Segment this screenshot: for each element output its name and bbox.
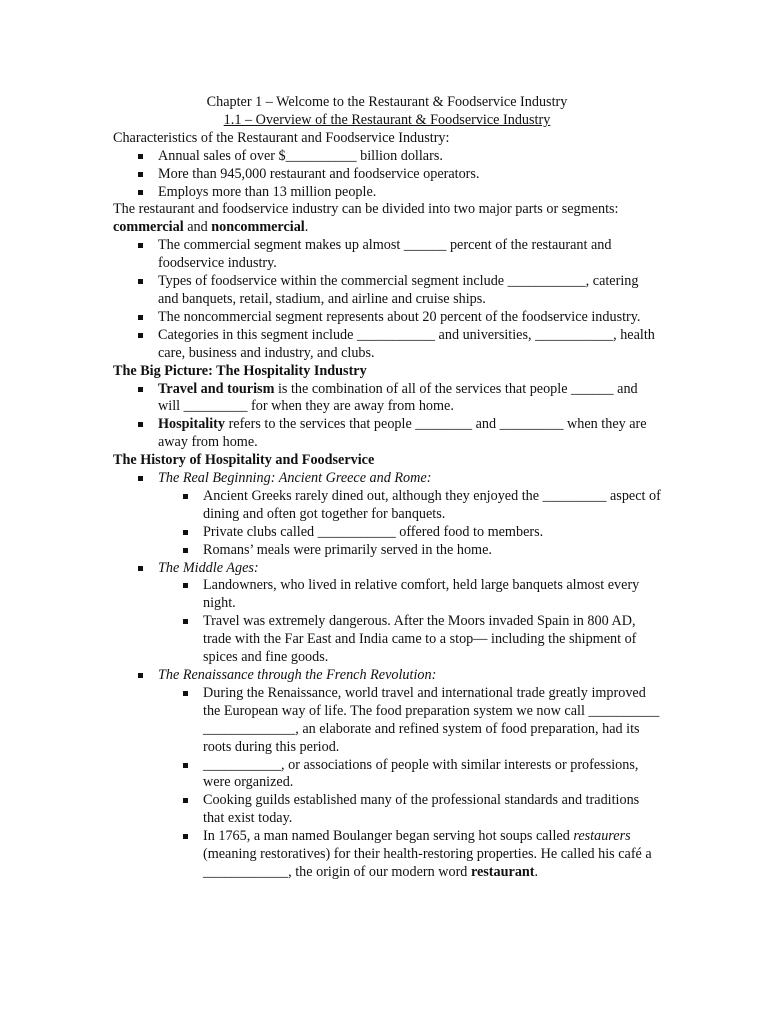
- bullet-icon: [183, 691, 188, 696]
- list-item: [113, 184, 661, 202]
- list-item: [113, 828, 661, 882]
- bullet-icon: [138, 566, 143, 571]
- segments-intro: [113, 201, 661, 237]
- term-restaurant: restaurant: [470, 863, 535, 880]
- list-item-text: During the Renaissance, world travel and international trade greatly improved the European way of life. The food preparation system we now call __________ _____________, an elaborate and refined system of food preparation, had its roots during this period.: [203, 684, 671, 755]
- list-item-text: Annual sales of over $__________ billion dollars.: [158, 147, 443, 164]
- history-heading: The History of Hospitality and Foodservice: [113, 452, 375, 469]
- list-item: [113, 237, 661, 273]
- list-item: [113, 667, 661, 685]
- list-item: [113, 684, 671, 757]
- list-item-text: The commercial segment makes up almost ______ percent of the restaurant and foodservice industry.: [158, 237, 612, 272]
- bullet-icon: [138, 422, 143, 427]
- bullet-icon: [138, 190, 143, 195]
- bullet-icon: [138, 673, 143, 678]
- document-body: [113, 94, 671, 882]
- list-item-text: In 1765, a man named Boulanger began serving hot soups called: [203, 828, 574, 845]
- bullet-icon: [138, 243, 143, 248]
- list-item: [113, 381, 661, 417]
- list-item-text: Categories in this segment include ___________ and universities, ___________, health care, business and industry, and clubs.: [158, 326, 655, 361]
- list-item-text: Employs more than 13 million people.: [158, 183, 377, 200]
- bullet-icon: [183, 494, 188, 499]
- segments-and: and: [183, 219, 212, 236]
- bullet-icon: [183, 763, 188, 768]
- list-item: [113, 166, 661, 184]
- list-item-text: (meaning restoratives) for their health-restoring properties. He called his café a ____________, the origin of our modern word: [203, 846, 652, 880]
- term-hospitality: Hospitality: [158, 416, 226, 433]
- list-item-text: Travel was extremely dangerous. After the Moors invaded Spain in 800 AD, trade with the Far East and India came to a stop— including the shipment of spices and fine goods.: [203, 613, 637, 666]
- list-item: [113, 327, 661, 363]
- section-title: [113, 112, 661, 130]
- term-commercial: commercial: [113, 219, 184, 236]
- list-item: [113, 542, 661, 560]
- list-item: [113, 470, 661, 488]
- bullet-icon: [138, 333, 143, 338]
- bullet-icon: [138, 172, 143, 177]
- big-picture-heading: The Big Picture: The Hospitality Industry: [113, 362, 367, 379]
- segments-intro-text: The restaurant and foodservice industry can be divided into two major parts or segments:: [113, 201, 619, 218]
- bullet-icon: [183, 548, 188, 553]
- bullet-icon: [138, 279, 143, 284]
- term-noncommercial: noncommercial: [211, 219, 305, 236]
- list-item: [113, 613, 661, 667]
- bullet-icon: [183, 798, 188, 803]
- list-item: [113, 524, 661, 542]
- list-item: [113, 416, 661, 452]
- bullet-icon: [138, 476, 143, 481]
- list-item-text: Landowners, who lived in relative comfort, held large banquets almost every night.: [203, 577, 640, 612]
- bullet-icon: [183, 619, 188, 624]
- list-item-text: refers to the services that people ________ and _________ when they are away from home.: [158, 416, 647, 451]
- bullet-icon: [138, 387, 143, 392]
- list-item-text: Cooking guilds established many of the professional standards and traditions that exist today.: [203, 792, 640, 827]
- list-item: [113, 309, 661, 327]
- list-item-text: Romans’ meals were primarily served in the home.: [203, 541, 492, 558]
- term-travel-tourism: Travel and tourism: [158, 380, 275, 397]
- era-title: The Middle Ages:: [158, 559, 259, 576]
- list-item-text: is the combination of all of the services that people ______ and will _________ for when they are away from home.: [158, 380, 638, 415]
- list-item: [113, 577, 661, 613]
- section-title-text: 1.1 – Overview of the Restaurant & Foodservice Industry: [223, 111, 551, 128]
- bullet-icon: [138, 315, 143, 320]
- bullet-icon: [183, 583, 188, 588]
- bullet-icon: [183, 834, 188, 839]
- list-item-text: The noncommercial segment represents about 20 percent of the foodservice industry.: [158, 308, 641, 325]
- list-item: [113, 792, 661, 828]
- list-item-end: .: [534, 863, 539, 880]
- list-item: [113, 273, 661, 309]
- segments-period: .: [304, 219, 309, 236]
- term-restaurers: restaurers: [573, 828, 631, 845]
- era-title: The Real Beginning: Ancient Greece and Rome:: [158, 470, 432, 487]
- chapter-title: Chapter 1 – Welcome to the Restaurant & Foodservice Industry: [206, 94, 568, 110]
- list-item-text: ___________, or associations of people with similar interests or professions, were organized.: [203, 756, 639, 791]
- list-item-text: Types of foodservice within the commercial segment include ___________, catering and banquets, retail, stadium, and airline and cruise ships.: [158, 273, 639, 307]
- list-item: [113, 488, 661, 524]
- bullet-icon: [138, 154, 143, 159]
- list-item-text: Ancient Greeks rarely dined out, although they enjoyed the _________ aspect of dining and often got together for banquets.: [203, 487, 661, 522]
- list-item: [113, 148, 661, 166]
- list-item: [113, 560, 661, 578]
- list-item-text: More than 945,000 restaurant and foodservice operators.: [158, 165, 480, 182]
- list-item-text: Private clubs called ___________ offered food to members.: [203, 523, 544, 540]
- era-title: The Renaissance through the French Revolution:: [158, 667, 437, 683]
- bullet-icon: [183, 530, 188, 535]
- characteristics-intro: Characteristics of the Restaurant and Foodservice Industry:: [113, 129, 450, 146]
- list-item: [113, 757, 661, 793]
